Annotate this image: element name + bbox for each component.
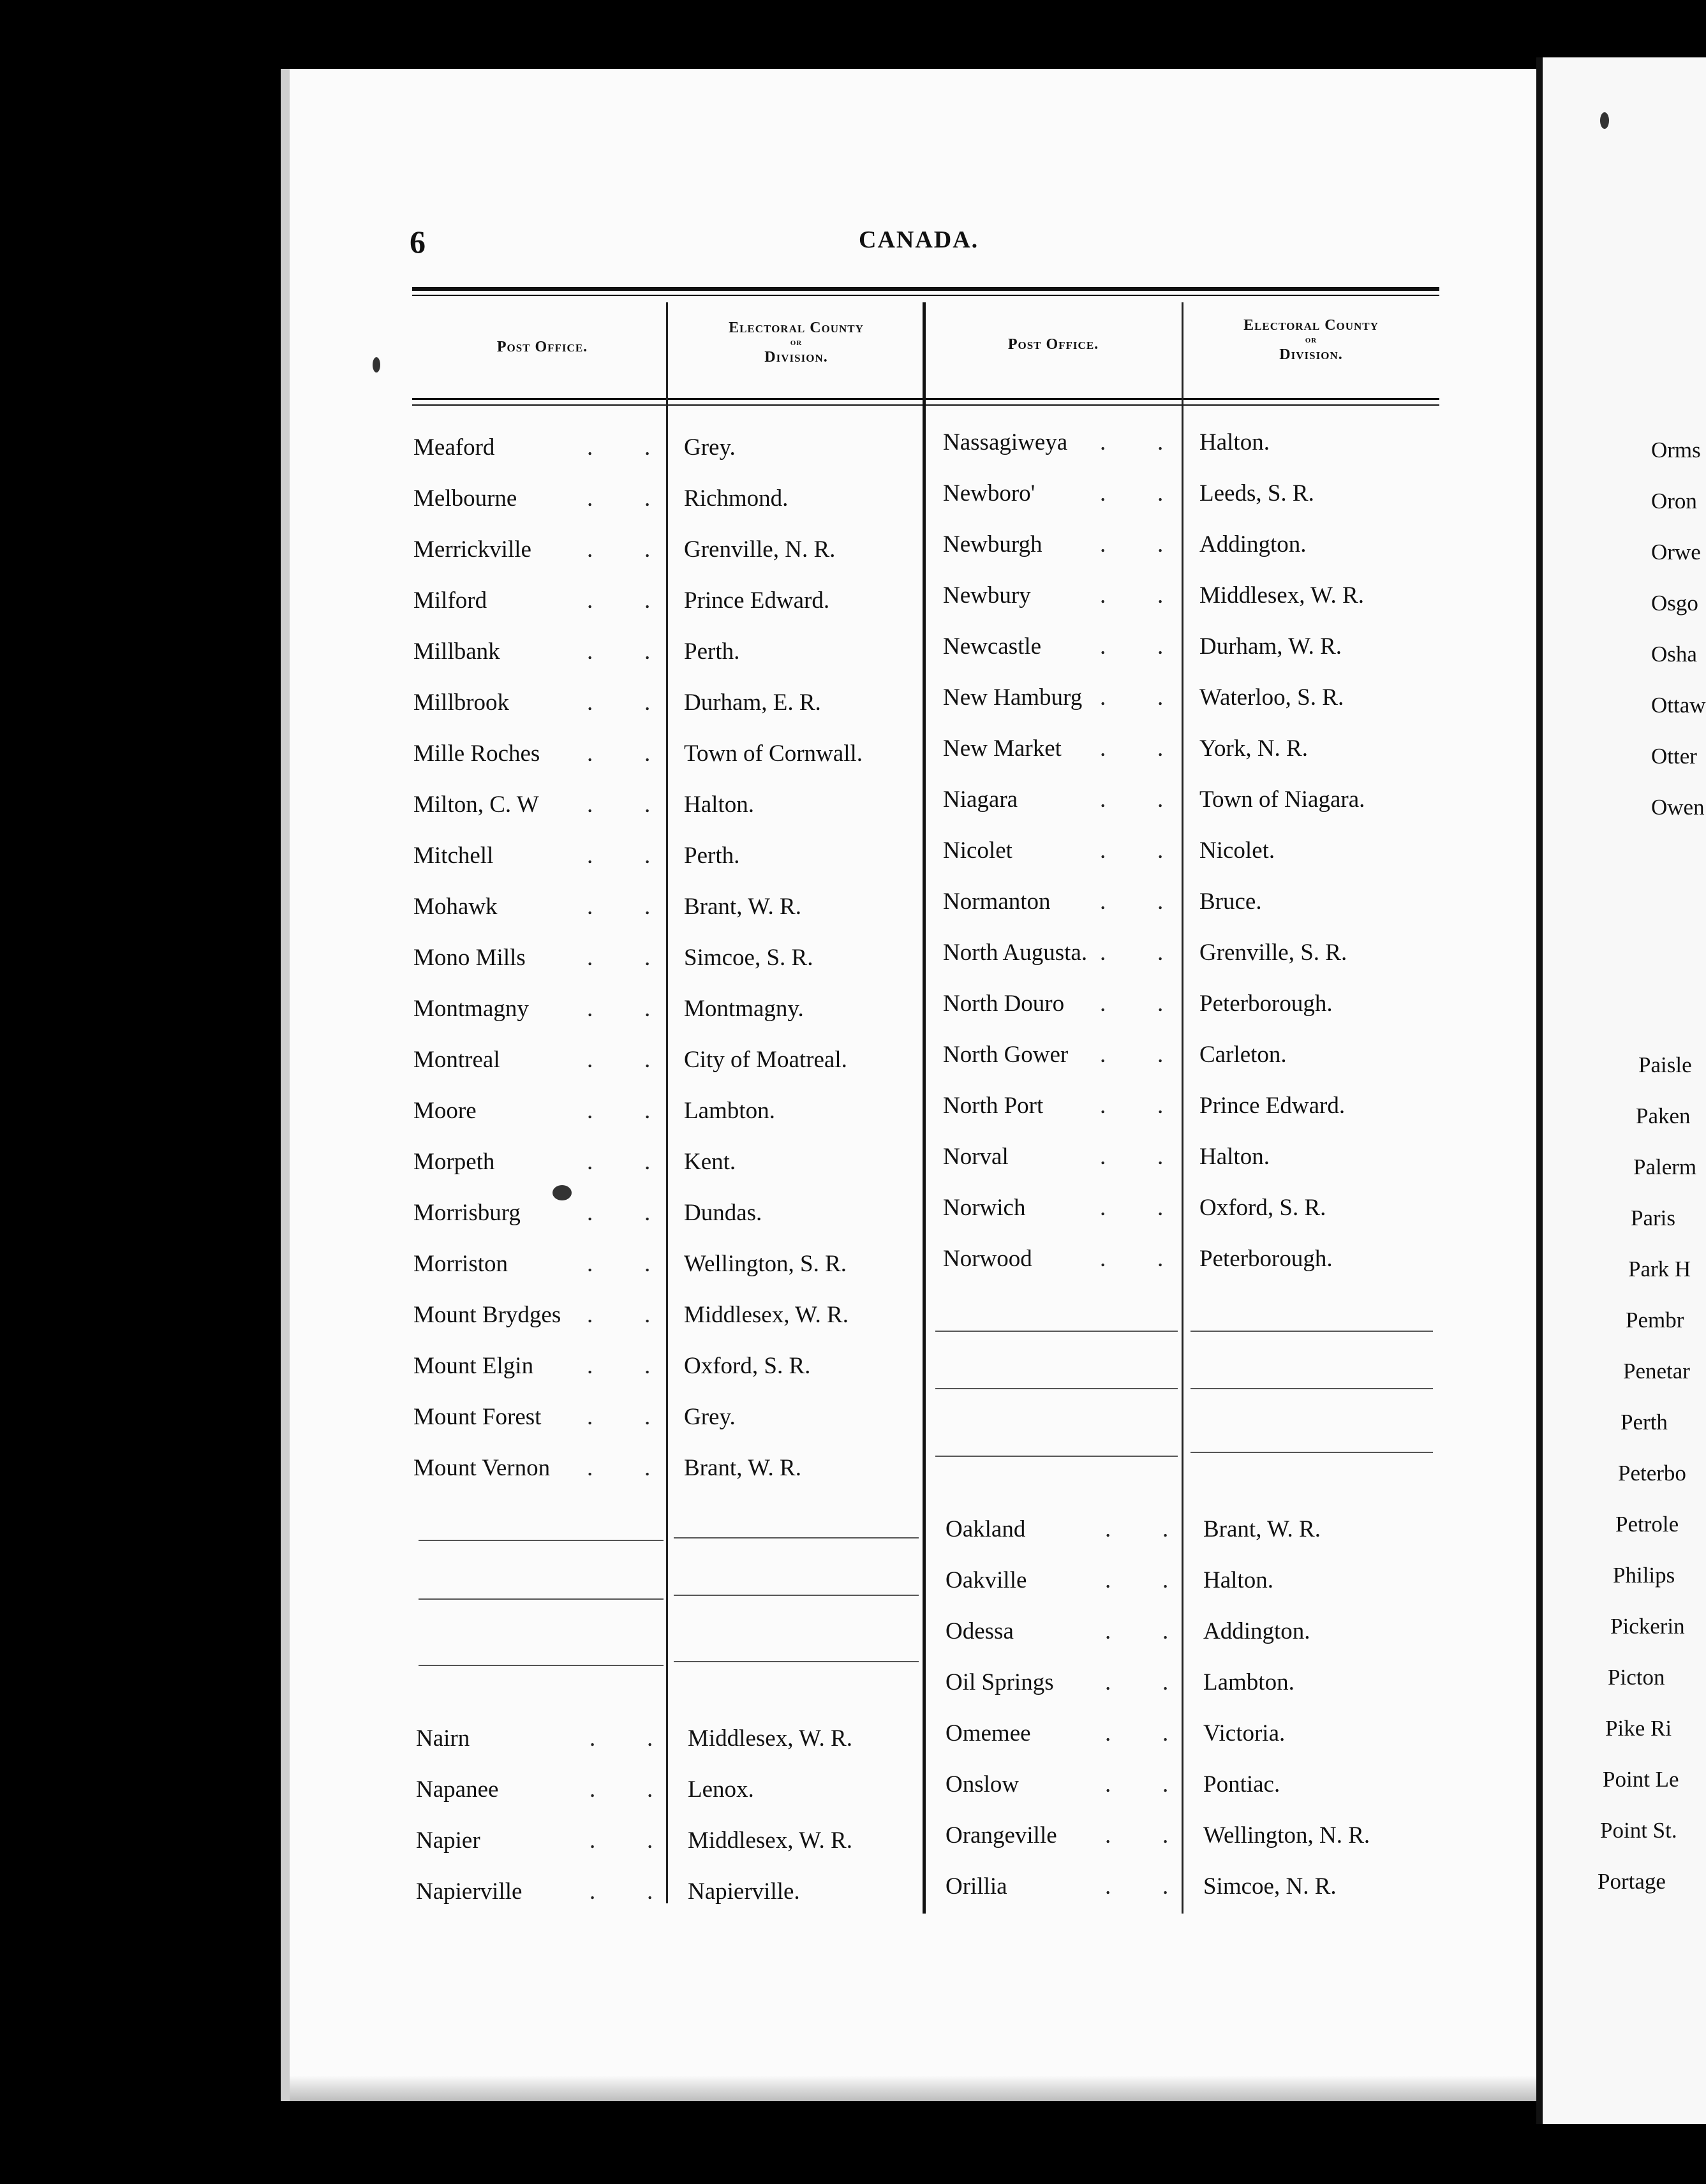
- post-office-name: New Hamburg: [943, 684, 1083, 711]
- facing-page-entry: Pembr: [1626, 1308, 1684, 1332]
- post-office-name: Millbank: [413, 638, 500, 665]
- post-office-name: Omemee: [946, 1720, 1031, 1746]
- post-office-name: Moore: [413, 1098, 477, 1124]
- electoral-county: Kent.: [684, 1149, 736, 1175]
- post-office-name: Norwich: [943, 1195, 1026, 1221]
- post-office-name: Nairn: [416, 1725, 470, 1752]
- electoral-county: Middlesex, W. R.: [1199, 582, 1364, 609]
- blank-rule: [1190, 1452, 1433, 1453]
- electoral-county: Middlesex, W. R.: [684, 1302, 849, 1328]
- facing-page-entry: Point Le: [1603, 1767, 1679, 1792]
- electoral-county: Waterloo, S. R.: [1199, 684, 1344, 711]
- ink-speck: [373, 357, 380, 373]
- electoral-county: Perth.: [684, 843, 740, 869]
- facing-page-entry: Petrole: [1615, 1512, 1679, 1537]
- electoral-county: Lenox.: [688, 1776, 754, 1803]
- facing-page-entry: Palerm: [1633, 1155, 1697, 1179]
- blank-rule: [674, 1595, 919, 1596]
- blank-rule: [1190, 1331, 1433, 1332]
- top-rule: [412, 287, 1439, 291]
- page-title: CANADA.: [859, 226, 979, 253]
- electoral-county: Lambton.: [684, 1098, 775, 1124]
- post-office-name: Morriston: [413, 1251, 508, 1277]
- blank-rule: [674, 1537, 919, 1538]
- facing-page-entry: Park H: [1628, 1257, 1691, 1281]
- electoral-county: Peterborough.: [1199, 991, 1333, 1017]
- facing-page-entry: Penetar: [1623, 1359, 1690, 1383]
- electoral-county: Addington.: [1203, 1618, 1310, 1644]
- post-office-name: Mount Elgin: [413, 1353, 534, 1379]
- electoral-county: Pontiac.: [1203, 1771, 1280, 1797]
- post-office-name: Newcastle: [943, 633, 1042, 660]
- blank-rule: [674, 1661, 919, 1662]
- header-rule: [412, 398, 1439, 400]
- post-office-name: Newburgh: [943, 531, 1042, 557]
- electoral-county: Prince Edward.: [684, 587, 830, 614]
- facing-page-entry: Ottaw: [1651, 693, 1706, 718]
- electoral-county: Grenville, N. R.: [684, 536, 836, 563]
- header-county-bottom: Division.: [1279, 346, 1343, 363]
- post-office-name: Mitchell: [413, 843, 494, 869]
- header-county-top: Electoral County: [729, 320, 864, 336]
- post-office-name: Morpeth: [413, 1149, 495, 1175]
- facing-page-entry: Pike Ri: [1605, 1716, 1672, 1741]
- post-office-name: Meaford: [413, 434, 495, 461]
- blank-rule: [935, 1388, 1178, 1389]
- facing-page-entry: Osha: [1651, 642, 1697, 667]
- electoral-county: Peterborough.: [1199, 1246, 1333, 1272]
- post-office-name: Onslow: [946, 1771, 1020, 1797]
- post-office-name: Napanee: [416, 1776, 499, 1803]
- facing-page-entry: Philips: [1613, 1563, 1675, 1588]
- facing-page-entry: Pickerin: [1610, 1614, 1685, 1639]
- electoral-county: Napierville.: [688, 1878, 800, 1905]
- header-county-top: Electoral County: [1243, 317, 1379, 334]
- post-office-name: Odessa: [946, 1618, 1014, 1644]
- post-office-name: Milton, C. W: [413, 792, 539, 818]
- column-divider-3: [1182, 302, 1183, 1914]
- post-office-name: North Gower: [943, 1042, 1069, 1068]
- electoral-county: Dundas.: [684, 1200, 762, 1226]
- facing-page-entry: Paken: [1636, 1103, 1691, 1128]
- electoral-county: Lambton.: [1203, 1669, 1294, 1695]
- electoral-county: Simcoe, S. R.: [684, 945, 813, 971]
- blank-rule: [419, 1665, 664, 1666]
- blank-rule: [419, 1540, 664, 1541]
- electoral-county: Town of Niagara.: [1199, 786, 1365, 813]
- post-office-name: Morrisburg: [413, 1200, 521, 1226]
- facing-page-entry: Orms: [1651, 438, 1701, 462]
- electoral-county: Durham, E. R.: [684, 690, 821, 716]
- ink-blot: [553, 1185, 572, 1200]
- post-office-name: Norwood: [943, 1246, 1032, 1272]
- electoral-county: Victoria.: [1203, 1720, 1286, 1746]
- electoral-county: Simcoe, N. R.: [1203, 1873, 1337, 1900]
- header-post-office-right: Post Office.: [1007, 336, 1099, 353]
- ink-speck: [1600, 112, 1609, 129]
- post-office-name: Nassagiweya: [943, 429, 1068, 455]
- page-number: 6: [410, 224, 426, 260]
- post-office-name: Napier: [416, 1827, 480, 1854]
- header-rule-thin: [412, 404, 1439, 406]
- blank-rule: [935, 1331, 1178, 1332]
- post-office-name: Newboro': [943, 480, 1035, 506]
- electoral-county: Grey.: [684, 434, 736, 461]
- electoral-county: Durham, W. R.: [1199, 633, 1342, 660]
- electoral-county: Grey.: [684, 1404, 736, 1430]
- facing-page-entry: Peterbo: [1618, 1461, 1686, 1486]
- electoral-county: Halton.: [684, 792, 754, 818]
- post-office-name: Norval: [943, 1144, 1009, 1170]
- facing-page-entry: Paisle: [1638, 1052, 1692, 1077]
- post-office-name: New Market: [943, 735, 1062, 762]
- electoral-county: Prince Edward.: [1199, 1093, 1346, 1119]
- post-office-name: Napierville: [416, 1878, 523, 1905]
- column-divider-1: [666, 302, 668, 1903]
- post-office-name: Oakville: [946, 1567, 1027, 1593]
- post-office-name: Melbourne: [413, 485, 517, 512]
- post-office-name: Niagara: [943, 786, 1018, 813]
- post-office-name: Orillia: [946, 1873, 1007, 1900]
- facing-page-entry: Picton: [1608, 1665, 1665, 1690]
- facing-page-entry: Portage: [1598, 1869, 1666, 1894]
- facing-page: [1536, 57, 1706, 2124]
- post-office-name: Normanton: [943, 889, 1051, 915]
- facing-page-entry: Owen: [1651, 795, 1705, 820]
- post-office-name: Orangeville: [946, 1822, 1057, 1848]
- electoral-county: Nicolet.: [1199, 837, 1275, 864]
- electoral-county: Wellington, N. R.: [1203, 1822, 1370, 1848]
- post-office-name: Mille Roches: [413, 741, 540, 767]
- blank-rule: [935, 1456, 1178, 1457]
- electoral-county: Brant, W. R.: [1203, 1516, 1321, 1542]
- header-county-bottom: Division.: [764, 349, 828, 365]
- facing-page-entry: Osgo: [1651, 591, 1698, 616]
- header-county-right: [1187, 316, 1435, 364]
- facing-page-entry: Point St.: [1600, 1818, 1677, 1843]
- post-office-name: North Port: [943, 1093, 1044, 1119]
- electoral-county: Halton.: [1199, 1144, 1270, 1170]
- facing-page-entry: Paris: [1631, 1206, 1675, 1230]
- post-office-name: North Augusta.: [943, 940, 1088, 966]
- post-office-name: Mono Mills: [413, 945, 526, 971]
- electoral-county: Wellington, S. R.: [684, 1251, 847, 1277]
- electoral-county: Halton.: [1199, 429, 1270, 455]
- post-office-name: Nicolet: [943, 837, 1012, 864]
- electoral-county: Perth.: [684, 638, 740, 665]
- facing-page-entry: Oron: [1651, 489, 1697, 513]
- header-post-office-left: Post Office.: [496, 339, 588, 355]
- electoral-county: Middlesex, W. R.: [688, 1827, 852, 1854]
- post-office-name: Mount Forest: [413, 1404, 542, 1430]
- post-office-name: Milford: [413, 587, 487, 614]
- facing-page-entry: Otter: [1651, 744, 1697, 769]
- post-office-name: Newbury: [943, 582, 1031, 609]
- electoral-county: York, N. R.: [1199, 735, 1308, 762]
- post-office-name: Millbrook: [413, 690, 510, 716]
- electoral-county: Leeds, S. R.: [1199, 480, 1314, 506]
- facing-page-entry: Orwe: [1651, 540, 1701, 564]
- header-county-or: or: [1305, 334, 1317, 345]
- post-office-name: Mohawk: [413, 894, 498, 920]
- post-office-name: Merrickville: [413, 536, 531, 563]
- blank-rule: [419, 1598, 664, 1600]
- electoral-county: Carleton.: [1199, 1042, 1287, 1068]
- header-county-left: [674, 319, 919, 366]
- post-office-name: North Douro: [943, 991, 1065, 1017]
- header-county-or: or: [790, 337, 803, 348]
- electoral-county: Montmagny.: [684, 996, 804, 1022]
- blank-rule: [1190, 1388, 1433, 1389]
- page-edge-shadow: [290, 2076, 1550, 2101]
- electoral-county: Oxford, S. R.: [684, 1353, 811, 1379]
- post-office-name: Oakland: [946, 1516, 1026, 1542]
- electoral-county: Halton.: [1203, 1567, 1273, 1593]
- electoral-county: Richmond.: [684, 485, 789, 512]
- post-office-name: Mount Vernon: [413, 1455, 551, 1481]
- electoral-county: Bruce.: [1199, 889, 1262, 915]
- electoral-county: Oxford, S. R.: [1199, 1195, 1326, 1221]
- post-office-name: Mount Brydges: [413, 1302, 561, 1328]
- post-office-name: Montmagny: [413, 996, 529, 1022]
- facing-page-entry: Perth: [1621, 1410, 1668, 1435]
- electoral-county: Brant, W. R.: [684, 1455, 801, 1481]
- column-divider-2: [923, 302, 926, 1914]
- post-office-name: Oil Springs: [946, 1669, 1054, 1695]
- electoral-county: Brant, W. R.: [684, 894, 801, 920]
- electoral-county: Middlesex, W. R.: [688, 1725, 852, 1752]
- electoral-county: Addington.: [1199, 531, 1307, 557]
- electoral-county: City of Moatreal.: [684, 1047, 847, 1073]
- electoral-county: Grenville, S. R.: [1199, 940, 1347, 966]
- electoral-county: Town of Cornwall.: [684, 741, 863, 767]
- post-office-name: Montreal: [413, 1047, 500, 1073]
- top-rule-thin: [412, 295, 1439, 296]
